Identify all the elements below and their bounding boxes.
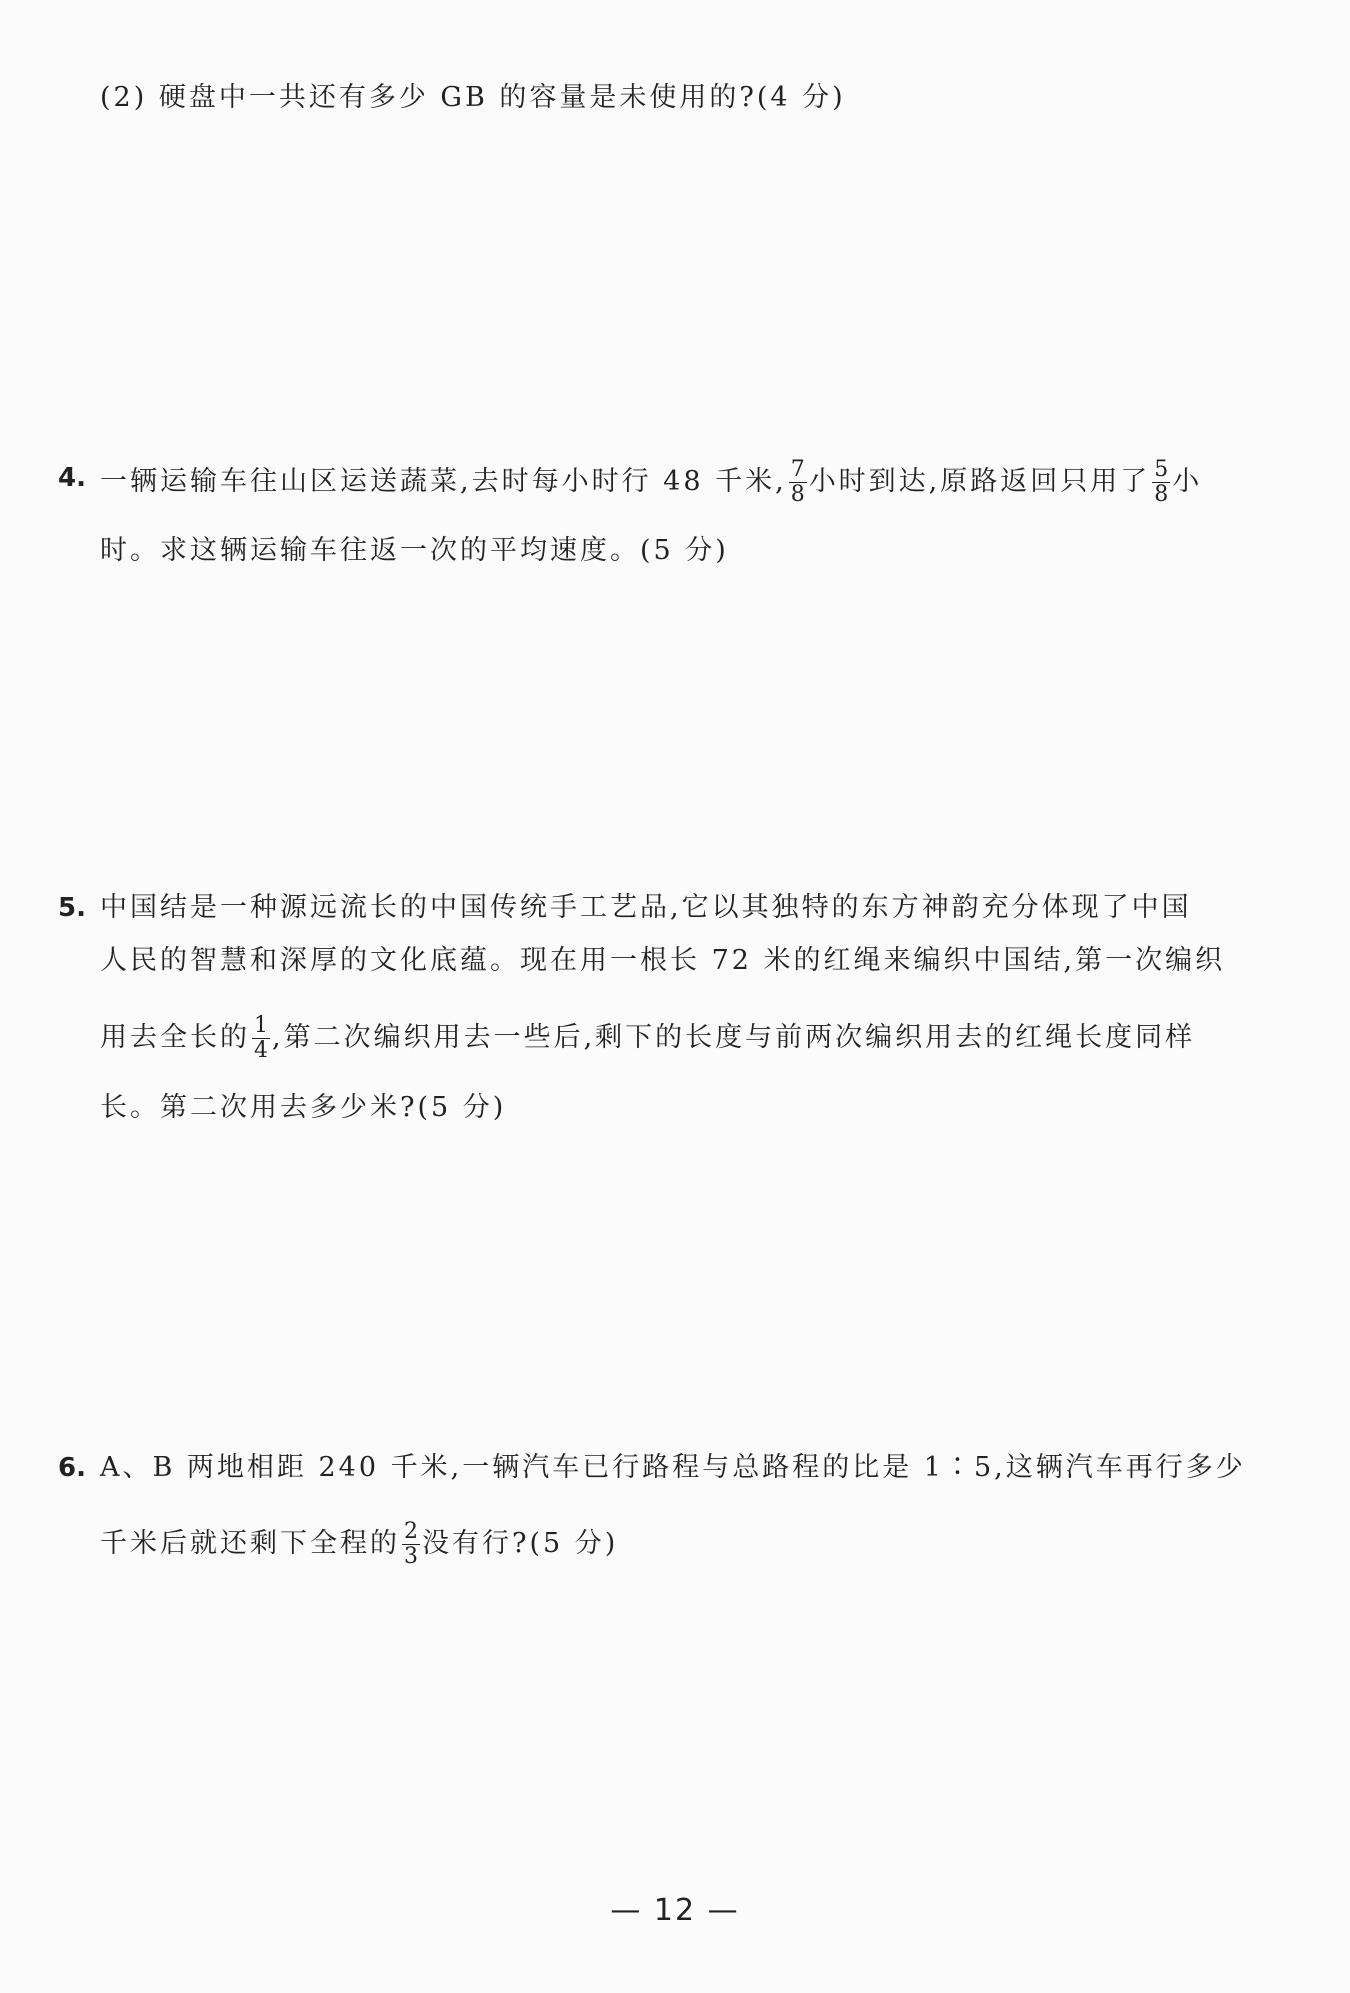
fraction-numerator: 2 xyxy=(404,1519,418,1544)
fraction-numerator: 1 xyxy=(254,1013,268,1038)
fraction-5-8 xyxy=(1152,458,1170,507)
question-4-text-b: 小时到达,原路返回只用了 xyxy=(808,466,1151,497)
fraction-1-4 xyxy=(252,1014,270,1063)
question-4-text-a: 一辆运输车往山区运送蔬菜,去时每小时行 48 千米, xyxy=(100,466,787,497)
question-6-line-2 xyxy=(100,1520,618,1569)
fraction-numerator: 5 xyxy=(1154,457,1169,482)
fraction-denominator: 4 xyxy=(254,1038,268,1063)
question-5-text-b: ,第二次编织用去一些后,剩下的长度与前两次编织用去的红绳长度同样 xyxy=(272,1022,1196,1053)
fraction-denominator: 8 xyxy=(790,482,805,507)
question-5-line-4: 长。第二次用去多少米?(5 分) xyxy=(100,1092,507,1123)
question-6-line-1: A、B 两地相距 240 千米,一辆汽车已行路程与总路程的比是 1∶5,这辆汽车再行多少 xyxy=(100,1452,1246,1483)
fraction-numerator: 7 xyxy=(790,457,805,482)
page-number: — 12 — xyxy=(610,1893,740,1928)
subquestion-2: (2) 硬盘中一共还有多少 GB 的容量是未使用的?(4 分) xyxy=(100,82,846,113)
question-6-text-a: 千米后就还剩下全程的 xyxy=(100,1528,400,1559)
question-5-number: 5. xyxy=(58,893,86,923)
question-5-text-a: 用去全长的 xyxy=(100,1022,250,1053)
question-4-line-1 xyxy=(100,458,1202,507)
question-5-line-2: 人民的智慧和深厚的文化底蕴。现在用一根长 72 米的红绳来编织中国结,第一次编织 xyxy=(100,945,1226,976)
fraction-2-3 xyxy=(402,1520,420,1569)
fraction-7-8 xyxy=(789,458,807,507)
question-5-line-3 xyxy=(100,1014,1195,1063)
question-6-number: 6. xyxy=(58,1453,86,1483)
question-5-line-1: 中国结是一种源远流长的中国传统手工艺品,它以其独特的东方神韵充分体现了中国 xyxy=(100,892,1192,923)
question-4-text-c: 小 xyxy=(1172,466,1203,497)
question-4-number: 4. xyxy=(58,463,86,493)
fraction-denominator: 3 xyxy=(404,1544,418,1569)
question-4-line-2: 时。求这辆运输车往返一次的平均速度。(5 分) xyxy=(100,535,729,566)
question-6-text-b: 没有行?(5 分) xyxy=(422,1528,619,1559)
fraction-denominator: 8 xyxy=(1154,482,1169,507)
